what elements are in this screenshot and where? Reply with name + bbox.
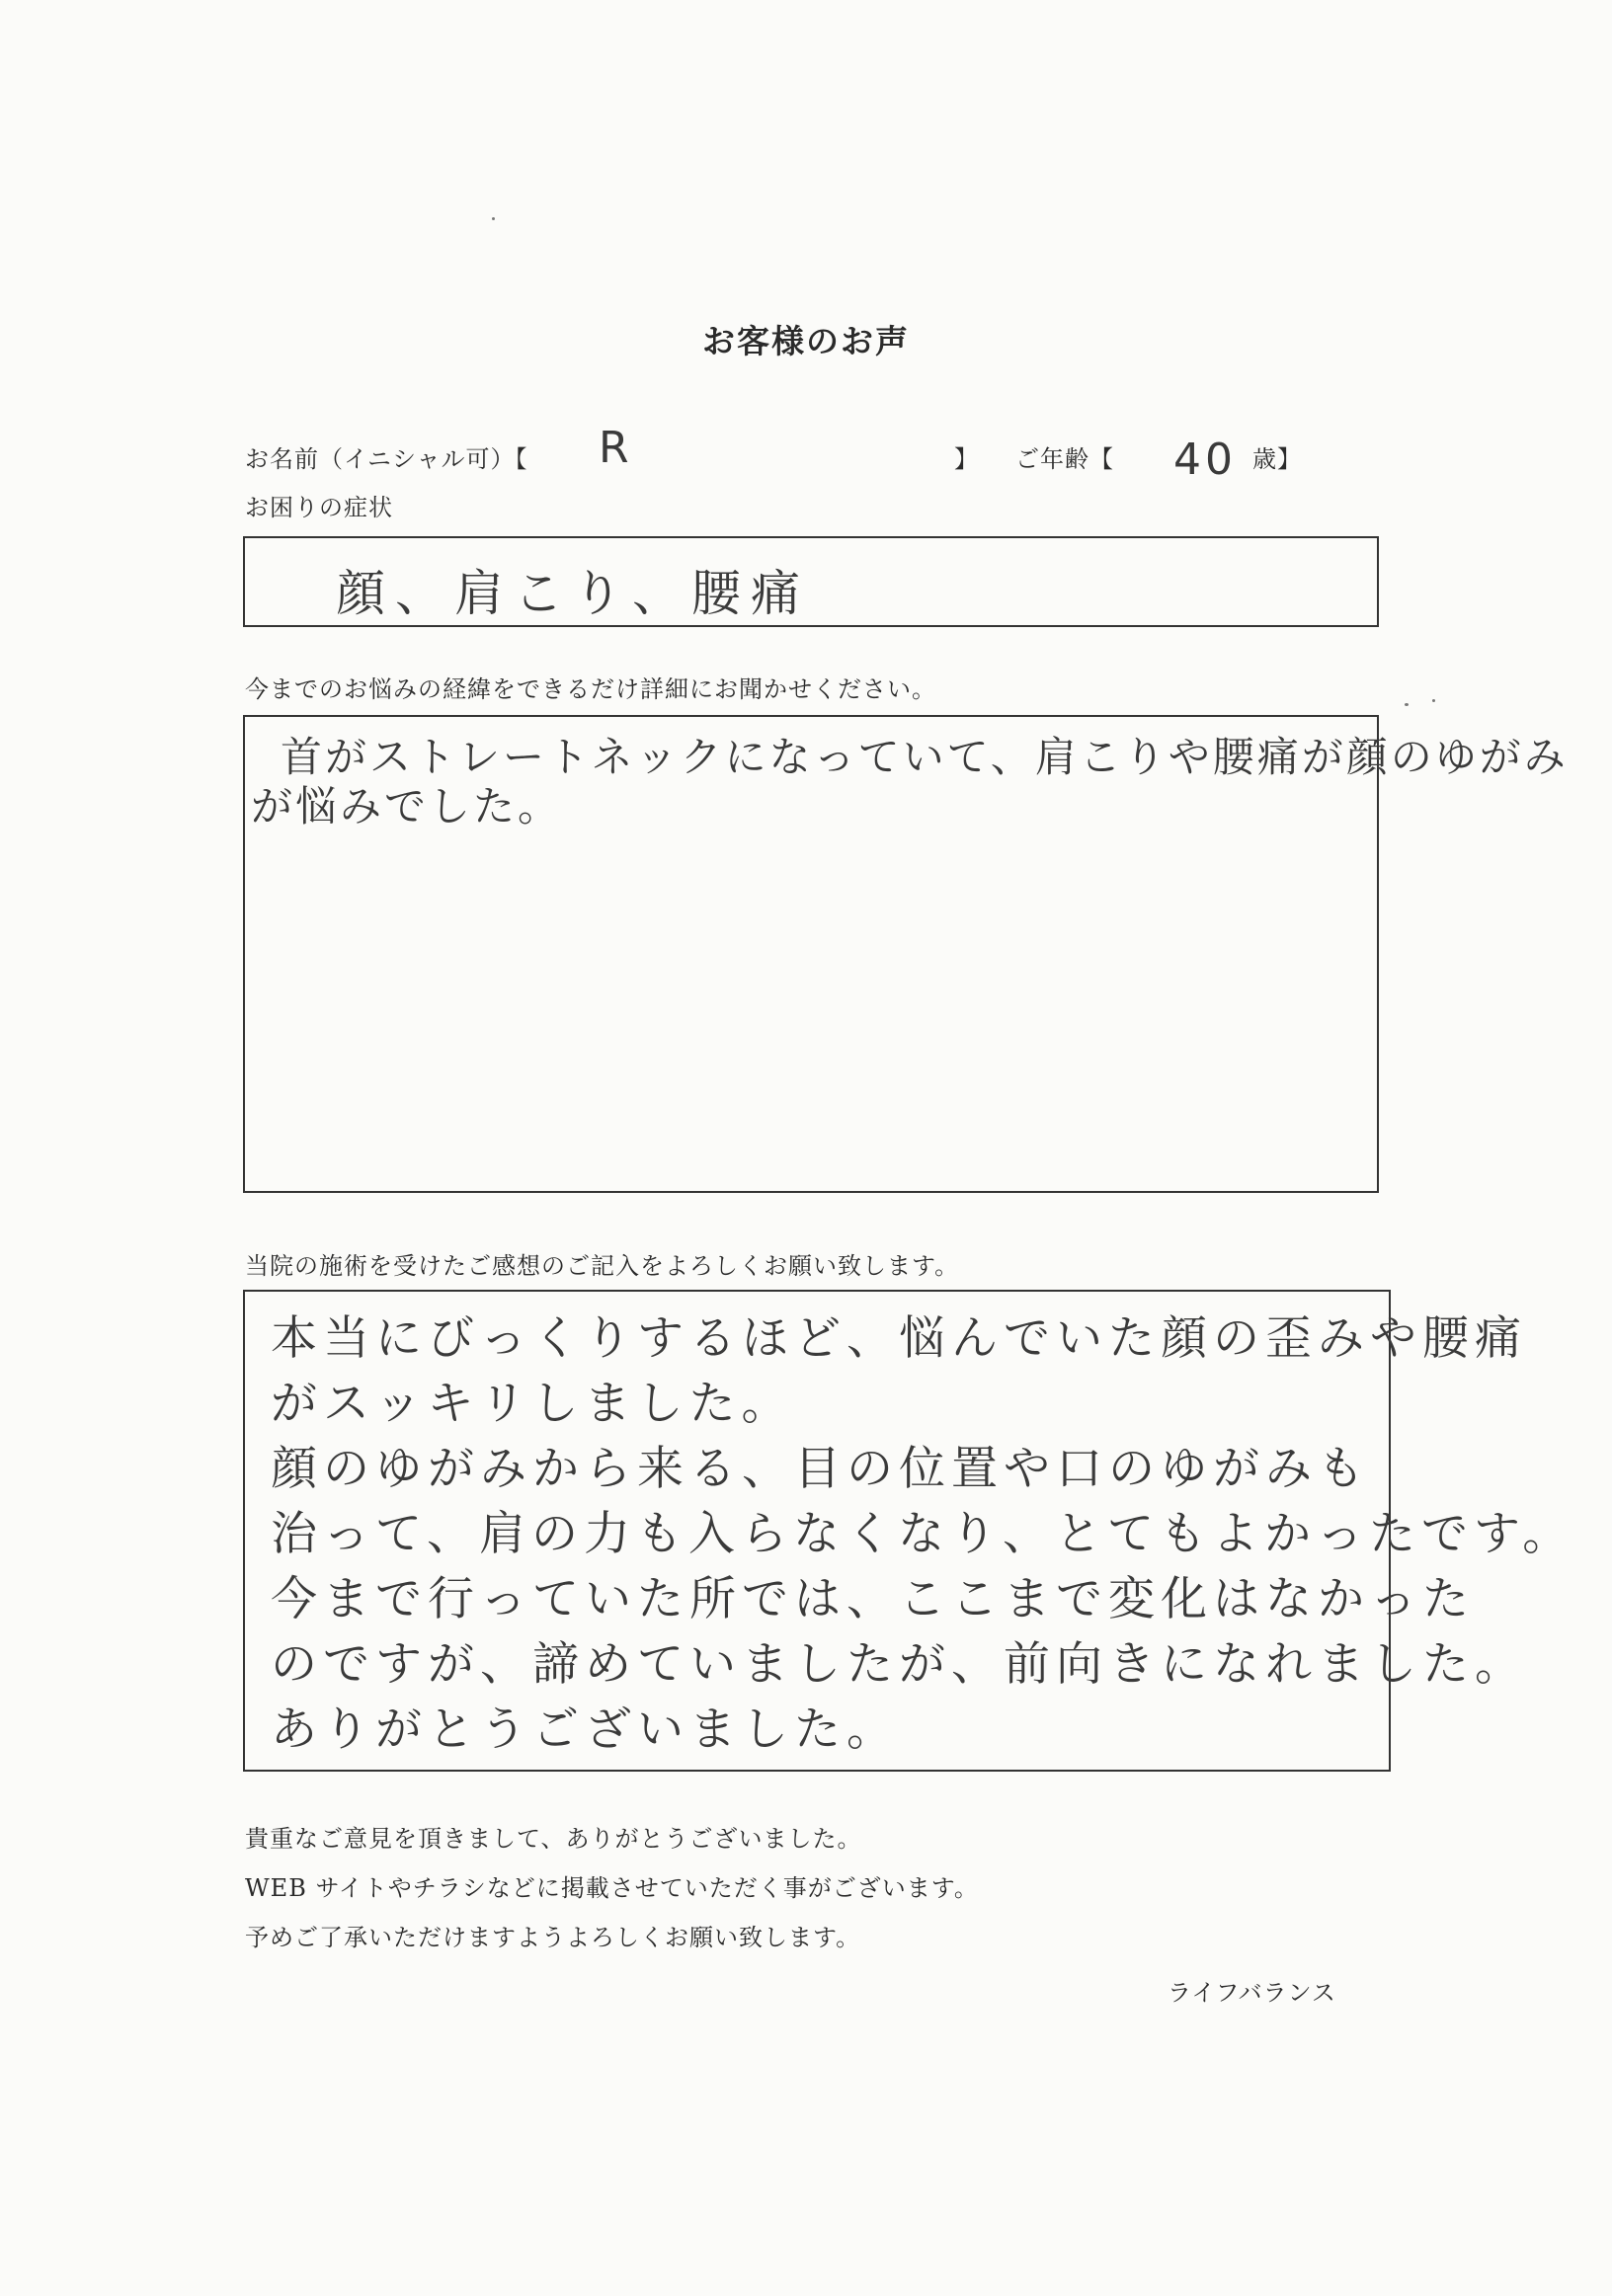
history-line-2: が悩みでした。 bbox=[251, 782, 563, 831]
signature: ライフバランス bbox=[1168, 1979, 1336, 2007]
feedback-line-4: 治って、肩の力も入らなくなり、とてもよかったです。 bbox=[271, 1507, 1575, 1561]
age-value: 40 bbox=[1173, 435, 1237, 485]
feedback-label: 当院の施術を受けたご感想のご記入をよろしくお願い致します。 bbox=[245, 1252, 960, 1280]
name-close-bracket: 】 bbox=[954, 445, 979, 473]
symptoms-label: お困りの症状 bbox=[245, 494, 393, 521]
feedback-line-3: 顔のゆがみから来る、目の位置や口のゆがみも bbox=[271, 1442, 1370, 1496]
history-line-1: 首がストレートネックになっていて、肩こりや腰痛が顔のゆがみ bbox=[281, 733, 1569, 781]
symptoms-box bbox=[243, 536, 1379, 627]
history-box bbox=[243, 715, 1569, 1193]
feedback-line-7: ありがとうございました。 bbox=[271, 1702, 899, 1757]
history-label: 今までのお悩みの経緯をできるだけ詳細にお聞かせください。 bbox=[245, 675, 936, 703]
feedback-line-2: がスッキリしました。 bbox=[271, 1377, 794, 1431]
footer-line-2: WEB サイトやチラシなどに掲載させていただく事がございます。 bbox=[245, 1874, 979, 1902]
name-value: R bbox=[599, 423, 629, 473]
scan-speck bbox=[492, 217, 495, 220]
footer-line-1: 貴重なご意見を頂きまして、ありがとうございました。 bbox=[245, 1825, 862, 1853]
scan-speck bbox=[1405, 703, 1409, 706]
page-title: お客様のお声 bbox=[702, 322, 910, 360]
feedback-line-1: 本当にびっくりするほど、悩んでいた顔の歪みや腰痛 bbox=[271, 1311, 1527, 1366]
feedback-line-6: のですが、諦めていましたが、前向きになれました。 bbox=[271, 1637, 1527, 1692]
symptoms-value: 顔、肩こり、腰痛 bbox=[336, 565, 810, 622]
age-unit: 歳】 bbox=[1252, 445, 1302, 473]
footer-line-3: 予めご了承いただけますようよろしくお願い致します。 bbox=[245, 1924, 861, 1951]
name-label: お名前（イニシャル可）【 bbox=[245, 445, 528, 473]
feedback-box bbox=[243, 1290, 1575, 1772]
scan-speck bbox=[1432, 699, 1435, 702]
feedback-line-5: 今まで行っていた所では、ここまで変化はなかった bbox=[271, 1572, 1475, 1626]
age-label: ご年齢【 bbox=[1015, 445, 1114, 473]
